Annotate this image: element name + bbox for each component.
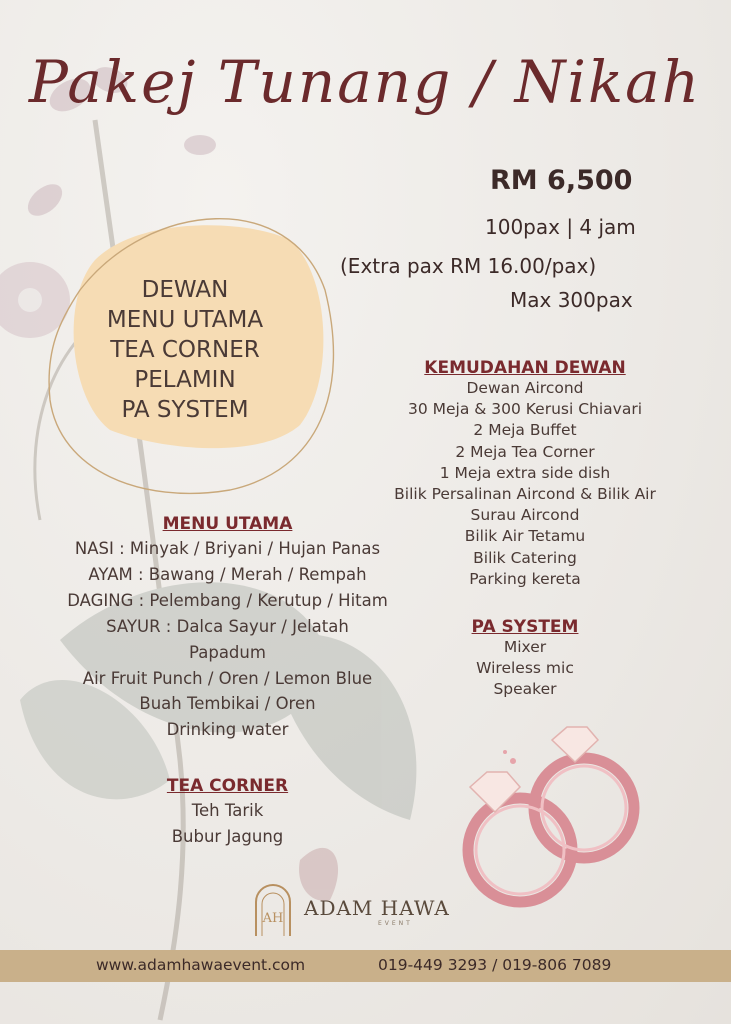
highlight-item: TEA CORNER xyxy=(110,337,260,363)
facility-item: Dewan Aircond xyxy=(466,379,584,397)
phone-numbers: 019-449 3293 / 019-806 7089 xyxy=(378,956,612,974)
facilities-heading: KEMUDAHAN DEWAN xyxy=(424,358,626,378)
highlight-item: PA SYSTEM xyxy=(121,397,249,423)
max-pax-info: Max 300pax xyxy=(510,288,633,312)
pax-info: 100pax | 4 jam xyxy=(485,215,636,239)
menu-item: AYAM : Bawang / Merah / Rempah xyxy=(88,564,367,584)
menu-item: SAYUR : Dalca Sayur / Jelatah xyxy=(106,616,349,636)
brand-name: ADAM HAWA xyxy=(304,896,450,920)
adam-hawa-logo xyxy=(252,880,294,938)
tea-corner-item: Teh Tarik xyxy=(191,801,264,820)
menu-item: Buah Tembikai / Oren xyxy=(139,694,316,714)
facility-item: 30 Meja & 300 Kerusi Chiavari xyxy=(407,400,643,419)
website-link[interactable]: www.adamhawaevent.com xyxy=(96,956,306,974)
facility-item: 1 Meja extra side dish xyxy=(439,463,611,482)
facility-item: 2 Meja Buffet xyxy=(473,421,577,440)
footer-bar xyxy=(0,950,731,982)
pa-system-item: Wireless mic xyxy=(476,659,574,678)
logo-monogram: AH xyxy=(262,911,284,926)
pa-system-heading: PA SYSTEM xyxy=(471,617,579,637)
menu-item: Air Fruit Punch / Oren / Lemon Blue xyxy=(82,668,373,688)
facility-item: Bilik Catering xyxy=(473,548,577,567)
price: RM 6,500 xyxy=(490,165,633,196)
facility-item: Bilik Persalinan Aircond & Bilik Air xyxy=(394,485,656,504)
menu-item: DAGING : Pelembang / Kerutup / Hitam xyxy=(67,590,388,610)
facility-item: Bilik Air Tetamu xyxy=(464,527,586,546)
facility-item: 2 Meja Tea Corner xyxy=(455,442,595,461)
menu-item: NASI : Minyak / Briyani / Hujan Panas xyxy=(74,539,381,558)
menu-item: Drinking water xyxy=(166,720,289,740)
highlight-item: MENU UTAMA xyxy=(106,307,264,333)
facility-item: Surau Aircond xyxy=(470,506,580,525)
pa-system-item: Speaker xyxy=(493,680,557,699)
pa-system-item: Mixer xyxy=(503,638,547,656)
page-title: Pakej Tunang / Nikah xyxy=(28,48,702,116)
highlight-item: PELAMIN xyxy=(134,367,236,393)
menu-item: Papadum xyxy=(189,642,266,662)
facility-item: Parking kereta xyxy=(469,569,581,588)
brand-subtitle: EVENT xyxy=(378,920,413,927)
tea-corner-item: Bubur Jagung xyxy=(171,826,284,846)
extra-pax-info: (Extra pax RM 16.00/pax) xyxy=(340,254,597,278)
tea-corner-heading: TEA CORNER xyxy=(166,776,289,796)
highlight-item: DEWAN xyxy=(141,277,229,303)
menu-utama-heading: MENU UTAMA xyxy=(162,514,293,534)
